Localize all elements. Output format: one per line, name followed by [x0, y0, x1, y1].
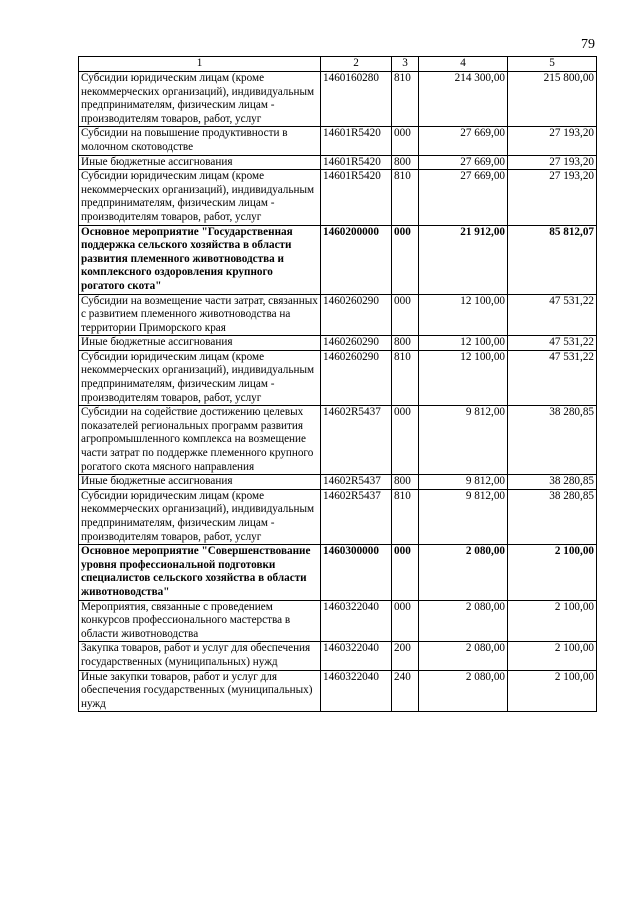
row-name: Иные бюджетные ассигнования: [79, 475, 321, 490]
row-amount-1: 12 100,00: [419, 350, 508, 405]
row-amount-2: 2 100,00: [508, 642, 597, 670]
row-expense-type: 000: [392, 225, 419, 294]
row-code: 1460322040: [321, 600, 392, 642]
row-expense-type: 240: [392, 670, 419, 712]
row-amount-1: 9 812,00: [419, 406, 508, 475]
row-name: Субсидии на содействие достижению целевых показателей региональных программ развития агропромышленного комплекса на возмещение части затрат по поддержке племенного крупного рогатого скота мясного направления: [79, 406, 321, 475]
header-col-3: 3: [392, 57, 419, 72]
row-name: Иные бюджетные ассигнования: [79, 155, 321, 170]
table-row: [79, 475, 597, 490]
row-name: Субсидии юридическим лицам (кроме некоммерческих организаций), индивидуальным предпринимателям, физическим лицам - производителям товаров, работ, услуг: [79, 72, 321, 127]
table-row: [79, 642, 597, 670]
row-expense-type: 800: [392, 475, 419, 490]
row-amount-2: 38 280,85: [508, 406, 597, 475]
row-name: Мероприятия, связанные с проведением конкурсов профессионального мастерства в области животноводства: [79, 600, 321, 642]
row-amount-1: 27 669,00: [419, 155, 508, 170]
row-code: 14601R5420: [321, 127, 392, 155]
table-row: [79, 294, 597, 336]
row-name: Закупка товаров, работ и услуг для обеспечения государственных (муниципальных) нужд: [79, 642, 321, 670]
row-expense-type: 000: [392, 127, 419, 155]
table-row: [79, 336, 597, 351]
row-code: 14602R5437: [321, 406, 392, 475]
table-row: [79, 670, 597, 712]
row-expense-type: 000: [392, 600, 419, 642]
row-amount-1: 21 912,00: [419, 225, 508, 294]
row-expense-type: 800: [392, 336, 419, 351]
table-row: [79, 127, 597, 155]
page-number: 79: [581, 37, 595, 52]
header-col-4: 4: [419, 57, 508, 72]
row-amount-2: 27 193,20: [508, 127, 597, 155]
row-code: 1460260290: [321, 336, 392, 351]
table-row: [79, 350, 597, 405]
table-row: [79, 155, 597, 170]
row-name: Субсидии юридическим лицам (кроме некоммерческих организаций), индивидуальным предпринимателям, физическим лицам - производителям товаров, работ, услуг: [79, 170, 321, 225]
row-amount-2: 2 100,00: [508, 600, 597, 642]
row-amount-1: 2 080,00: [419, 545, 508, 600]
row-amount-1: 9 812,00: [419, 489, 508, 544]
row-expense-type: 810: [392, 72, 419, 127]
header-col-5: 5: [508, 57, 597, 72]
row-name: Основное мероприятие "Государственная поддержка сельского хозяйства в области развития племенного животноводства и комплексного оздоровления крупного рогатого скота": [79, 225, 321, 294]
row-expense-type: 200: [392, 642, 419, 670]
row-code: 14602R5437: [321, 475, 392, 490]
row-code: 14601R5420: [321, 155, 392, 170]
row-amount-2: 85 812,07: [508, 225, 597, 294]
row-amount-2: 2 100,00: [508, 545, 597, 600]
table-row: [79, 406, 597, 475]
row-name: Субсидии юридическим лицам (кроме некоммерческих организаций), индивидуальным предпринимателям, физическим лицам - производителям товаров, работ, услуг: [79, 489, 321, 544]
row-name: Субсидии на возмещение части затрат, связанных с развитием племенного животноводства на территории Приморского края: [79, 294, 321, 336]
row-amount-1: 2 080,00: [419, 600, 508, 642]
table-row: [79, 225, 597, 294]
table-header-row: [79, 57, 597, 72]
row-amount-2: 38 280,85: [508, 475, 597, 490]
row-name: Субсидии на повышение продуктивности в молочном скотоводстве: [79, 127, 321, 155]
row-amount-2: 27 193,20: [508, 170, 597, 225]
row-expense-type: 810: [392, 170, 419, 225]
row-code: 1460260290: [321, 294, 392, 336]
table-row: [79, 72, 597, 127]
row-amount-1: 27 669,00: [419, 127, 508, 155]
row-amount-2: 47 531,22: [508, 336, 597, 351]
row-amount-2: 38 280,85: [508, 489, 597, 544]
table-row: [79, 545, 597, 600]
row-amount-1: 2 080,00: [419, 642, 508, 670]
row-code: 1460200000: [321, 225, 392, 294]
row-amount-1: 9 812,00: [419, 475, 508, 490]
row-code: 1460322040: [321, 642, 392, 670]
row-expense-type: 810: [392, 489, 419, 544]
row-amount-1: 12 100,00: [419, 294, 508, 336]
row-amount-2: 47 531,22: [508, 294, 597, 336]
row-code: 1460260290: [321, 350, 392, 405]
row-amount-2: 215 800,00: [508, 72, 597, 127]
row-amount-1: 27 669,00: [419, 170, 508, 225]
table-row: [79, 489, 597, 544]
row-expense-type: 800: [392, 155, 419, 170]
row-amount-1: 12 100,00: [419, 336, 508, 351]
row-expense-type: 000: [392, 406, 419, 475]
row-code: 14602R5437: [321, 489, 392, 544]
row-amount-2: 27 193,20: [508, 155, 597, 170]
row-name: Иные бюджетные ассигнования: [79, 336, 321, 351]
table-row: [79, 170, 597, 225]
row-code: 1460160280: [321, 72, 392, 127]
row-amount-2: 2 100,00: [508, 670, 597, 712]
header-col-1: 1: [79, 57, 321, 72]
row-expense-type: 000: [392, 545, 419, 600]
row-expense-type: 810: [392, 350, 419, 405]
row-name: Субсидии юридическим лицам (кроме некоммерческих организаций), индивидуальным предпринимателям, физическим лицам - производителям товаров, работ, услуг: [79, 350, 321, 405]
row-expense-type: 000: [392, 294, 419, 336]
row-amount-1: 2 080,00: [419, 670, 508, 712]
row-code: 1460322040: [321, 670, 392, 712]
row-code: 14601R5420: [321, 170, 392, 225]
row-code: 1460300000: [321, 545, 392, 600]
row-name: Иные закупки товаров, работ и услуг для обеспечения государственных (муниципальных) нужд: [79, 670, 321, 712]
row-name: Основное мероприятие "Совершенствование уровня профессиональной подготовки специалистов сельского хозяйства в области животноводства": [79, 545, 321, 600]
budget-table: [78, 56, 597, 712]
row-amount-1: 214 300,00: [419, 72, 508, 127]
row-amount-2: 47 531,22: [508, 350, 597, 405]
table-row: [79, 600, 597, 642]
header-col-2: 2: [321, 57, 392, 72]
